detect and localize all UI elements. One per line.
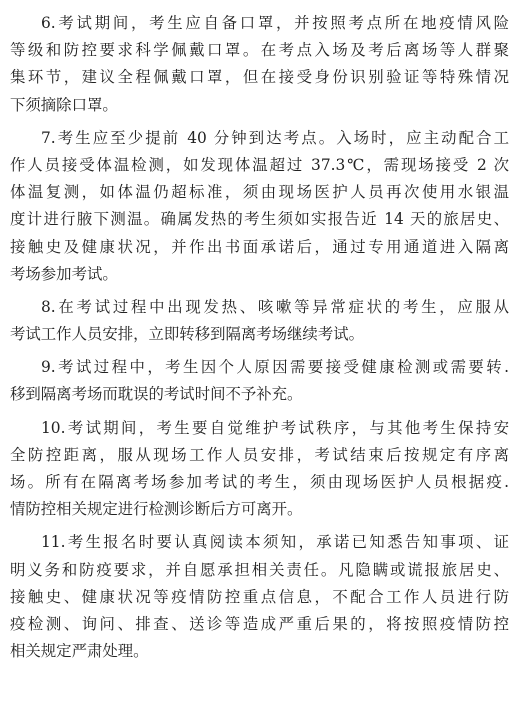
paragraph-9 [10, 354, 509, 408]
paragraph-line: 疫检测、询问、排查、送诊等造成严重后果的，将按照疫情防控 [10, 614, 509, 633]
paragraph-line: 11.考生报名时要认真阅读本须知，承诺已知悉告知事项、证 [41, 533, 509, 552]
paragraph-line: 9.考试过程中，考生因个人原因需要接受健康检测或需要转. [41, 358, 509, 377]
paragraph-line: 移到隔离考场而耽误的考试时间不予补充。 [10, 385, 303, 404]
paragraph-line: 度计进行腋下测温。确属发热的考生须如实报告近 14 天的旅居史、 [10, 210, 509, 229]
paragraph-line: 全防控距离，服从现场工作人员安排，考试结束后按规定有序离 [10, 445, 509, 464]
paragraph-line: 下须摘除口罩。 [10, 95, 118, 114]
paragraph-line: 接触史、健康状况等疫情防控重点信息，不配合工作人员进行防 [10, 587, 509, 606]
paragraph-line: 6.考试期间，考生应自备口罩，并按照考点所在地疫情风险 [41, 14, 509, 32]
paragraph-6 [10, 10, 509, 119]
paragraph-line: 体温复测，如体温仍超标准，须由现场医护人员再次使用水银温 [10, 183, 509, 202]
paragraph-line: 相关规定严肃处理。 [10, 642, 149, 661]
paragraph-line: 考场参加考试。 [10, 264, 118, 283]
paragraph-line: 考试工作人员安排，立即转移到隔离考场继续考试。 [10, 325, 364, 344]
paragraph-line: 接触史及健康状况，并作出书面承诺后，通过专用通道进入隔离 [10, 237, 509, 256]
paragraph-line: 10.考试期间，考生要自觉维护考试秩序，与其他考生保持安 [41, 418, 509, 437]
paragraph-line: 8.在考试过程中出现发热、咳嗽等异常症状的考生，应服从 [41, 297, 509, 316]
paragraph-line: 集环节，建议全程佩戴口罩，但在接受身份识别验证等特殊情况 [10, 68, 509, 87]
paragraph-line: 明义务和防疫要求，并自愿承担相关责任。凡隐瞒或谎报旅居史、 [10, 560, 509, 579]
paragraph-line: 情防控相关规定进行检测诊断后方可离开。 [10, 500, 303, 519]
paragraph-11 [10, 529, 509, 665]
paragraph-line: 7.考生应至少提前 40 分钟到达考点。入场时，应主动配合工 [41, 128, 509, 147]
paragraph-line: 场。所有在隔离考场参加考试的考生，须由现场医护人员根据疫. [10, 473, 509, 491]
paragraph-line: 作人员接受体温检测，如发现体温超过 37.3℃，需现场接受 2 次 [10, 155, 509, 174]
paragraph-8 [10, 294, 509, 348]
paragraph-7 [10, 125, 509, 288]
paragraph-10 [10, 415, 509, 524]
paragraph-line: 等级和防控要求科学佩戴口罩。在考点入场及考后离场等人群聚 [10, 41, 509, 60]
